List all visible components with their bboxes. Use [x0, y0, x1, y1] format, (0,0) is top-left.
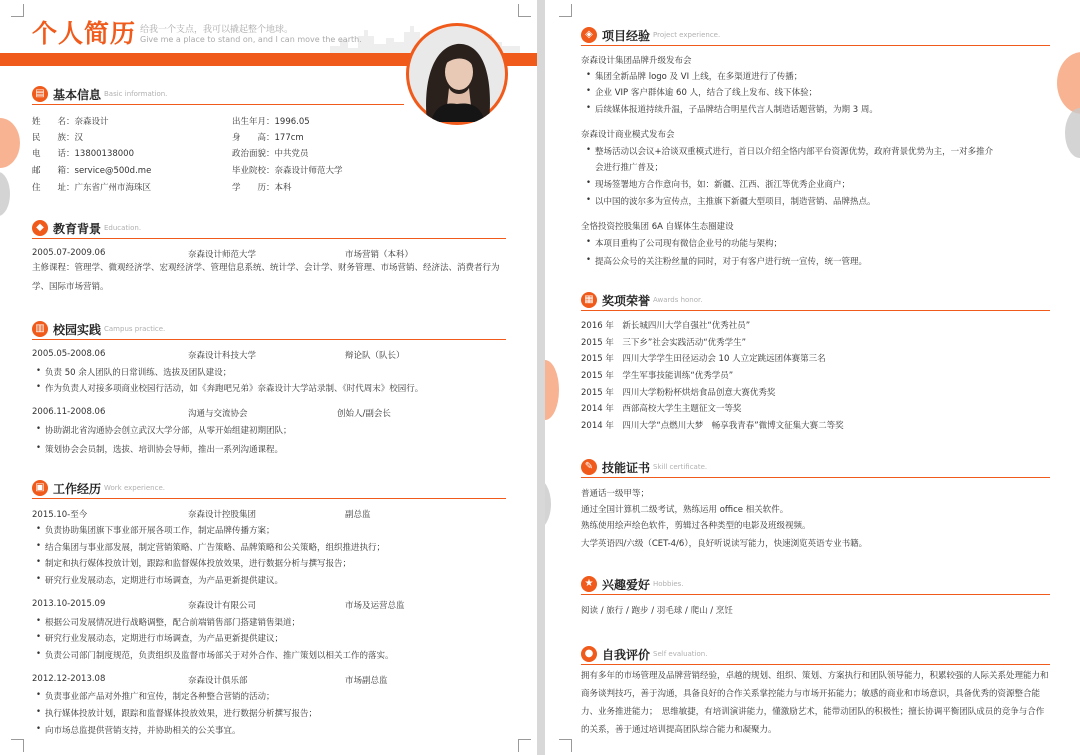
profile-photo — [406, 23, 508, 125]
hobbies-text: 阅读 / 旅行 / 跑步 / 羽毛球 / 爬山 / 烹饪 — [581, 606, 733, 616]
star-icon: ★ — [581, 576, 597, 592]
award-item: 2015 年 学生军事技能训练“优秀学员” — [581, 371, 734, 381]
project-name: 奈森设计商业模式发布会 — [581, 130, 675, 140]
list-item-continuation: 会进行推广普及； — [595, 163, 664, 173]
work-company: 奈森设计控股集团 — [188, 510, 257, 520]
decorative-circle — [0, 172, 10, 216]
award-item: 2014 年 西部高校大学生主题征文一等奖 — [581, 404, 742, 414]
list-item: • 负责 50 余人团队的日常训练、选拔及团队建设； — [45, 366, 231, 378]
decorative-circle — [545, 478, 551, 530]
section-title: 工作经历 — [53, 482, 102, 496]
section-subtitle: Skill certificate. — [653, 463, 708, 471]
list-item: • 执行媒体投放计划，跟踪和监督媒体投放效果，进行数据分析撰写报告； — [45, 707, 317, 719]
section-title: 技能证书 — [602, 461, 651, 475]
field-birth: 出生年月：1996.05 — [232, 117, 310, 127]
work-date: 2013.10-2015.09 — [32, 599, 106, 609]
id-card-icon: ▤ — [32, 86, 48, 102]
work-role: 副总监 — [345, 510, 371, 520]
list-item: • 根据公司发展情况进行战略调整，配合前端销售部门搭建销售渠道； — [45, 616, 300, 628]
list-item: • 作为负责人对接多项商业校园行活动，如《奔跑吧兄弟》奈森设计大学站录制、《时代周末》校园行。 — [45, 382, 423, 394]
section-divider — [32, 339, 506, 340]
list-item: • 研究行业发展动态，定期进行市场调查，为产品更新提供建议； — [45, 632, 283, 644]
work-company: 奈森设计俱乐部 — [188, 676, 248, 686]
decorative-circle — [545, 360, 559, 420]
list-item: • 研究行业发展动态，定期进行市场调查，为产品更新提供建议。 — [45, 574, 283, 586]
work-role: 市场副总监 — [345, 676, 388, 686]
field-school: 毕业院校：奈森设计师范大学 — [232, 166, 343, 176]
section-subtitle: Work experience. — [104, 484, 165, 492]
section-subtitle: Project experience. — [653, 31, 721, 39]
section-title: 校园实践 — [53, 323, 102, 337]
list-item: • 本项目重构了公司现有微信企业号的功能与架构； — [595, 237, 782, 249]
decorative-circle — [1065, 108, 1080, 158]
field-address: 住 址：广东省广州市海珠区 — [32, 183, 152, 193]
crop-mark — [11, 4, 24, 17]
list-item: • 企业 VIP 客户群体逾 60 人，结合了线上发布、线下体验； — [595, 86, 817, 98]
section-subtitle: Hobbies. — [653, 580, 684, 588]
field-phone: 电 话：13800138000 — [32, 149, 135, 159]
motto-chinese: 给我一个支点，我可以撬起整个地球。 — [140, 25, 294, 35]
project-name: 奈森设计集团品牌升级发布会 — [581, 56, 692, 66]
list-item: • 整场活动以会议+洽谈双重模式进行，首日以介绍全恪内部平台资源优势，政府背景优势为主，一对多推介 — [595, 145, 993, 157]
crop-mark — [518, 4, 531, 17]
field-email: 邮 箱：service@500d.me — [32, 166, 152, 176]
campus-org: 沟通与交流协会 — [188, 409, 248, 419]
section-project-experience — [581, 26, 1050, 46]
section-divider — [581, 45, 1050, 46]
list-item: • 向市场总监提供营销支持，并协助相关的公关事宜。 — [45, 724, 241, 736]
list-item: • 后续媒体报道持续升温，子品牌结合明星代言人制造话题营销，为期 3 周。 — [595, 103, 878, 115]
list-item: • 以中国的波尔多为宣传点，主推旗下新疆大型项目，制造营销、品牌热点。 — [595, 195, 876, 207]
self-evaluation-text: 拥有多年的市场管理及品牌营销经验，卓越的规划、组织、策划、方案执行和团队领导能力，积累较强的人际关系处理能力和商务谈判技巧，善于沟通，具备良好的合作关系掌控能力与市场开拓能力；敏感的商业和市场意识，具备优秀的资源整合能力、业务推进能力； 思维敏捷，有培训演讲能力，懂激励艺术，能带动团队的积极性；擅长协调平衡团队成员的竞争与合作的关系，善于通过培训提高团队综合能力和凝聚力。 — [581, 671, 1049, 735]
section-work-experience — [32, 479, 506, 499]
education-courses: 主修课程：管理学、微观经济学、宏观经济学、管理信息系统、统计学、会计学、财务管理、市场营销、经济法、消费者行为学、国际市场营销。 — [32, 263, 500, 292]
award-item: 2016 年 新长城四川大学自强社“优秀社员” — [581, 321, 751, 331]
section-divider — [581, 594, 1050, 595]
building-icon: ▥ — [32, 321, 48, 337]
section-divider — [581, 310, 1050, 311]
section-skill-certificate — [581, 458, 1050, 478]
list-item: • 制定和执行媒体投放计划，跟踪和监督媒体投放效果，进行数据分析与撰写报告； — [45, 557, 351, 569]
section-subtitle: Awards honor. — [653, 296, 703, 304]
work-company: 奈森设计有限公司 — [188, 601, 257, 611]
motto-english: Give me a place to stand on, and I can move the earth. — [140, 35, 362, 44]
decorative-circle — [1057, 52, 1080, 114]
section-title: 基本信息 — [53, 88, 102, 102]
section-title: 奖项荣誉 — [602, 294, 651, 308]
section-title: 兴趣爱好 — [602, 578, 651, 592]
award-item: 2015 年 四川大学学生田径运动会 10 人立定跳远团体赛第三名 — [581, 354, 826, 364]
crop-mark — [518, 739, 531, 752]
list-item: • 负责协助集团旗下事业部开展各项工作，制定品牌传播方案； — [45, 524, 275, 536]
section-divider — [32, 104, 404, 105]
section-title: 自我评价 — [602, 648, 651, 662]
section-divider — [581, 664, 1050, 665]
section-education — [32, 219, 506, 239]
section-divider — [32, 238, 506, 239]
work-date: 2015.10-至今 — [32, 510, 88, 520]
project-name: 全恪投资控股集团 6A 自媒体生态圈建设 — [581, 222, 734, 232]
skill-line: 通过全国计算机二级考试，熟练运用 office 相关软件。 — [581, 505, 789, 515]
award-item: 2015 年 四川大学粉粉杯烘焙食品创意大赛优秀奖 — [581, 388, 776, 398]
list-item: • 结合集团与事业部发展，制定营销策略、广告策略、品牌策略和公关策略，组织推进执行； — [45, 541, 385, 553]
crop-mark — [11, 739, 24, 752]
list-item: • 负责公司部门制度规范，负责组织及监督市场部关于对外合作、推广策划以相关工作的落实。 — [45, 649, 394, 661]
campus-date: 2005.05-2008.06 — [32, 349, 106, 359]
field-political: 政治面貌：中共党员 — [232, 149, 309, 159]
field-height: 身 高：177cm — [232, 133, 304, 143]
field-ethnicity: 民 族：汉 — [32, 133, 84, 143]
edit-icon: ✎ — [581, 459, 597, 475]
crop-mark — [559, 4, 572, 17]
graduation-cap-icon: ◆ — [32, 220, 48, 236]
section-subtitle: Education. — [104, 224, 142, 232]
resume-title: 个人简历 — [32, 19, 137, 48]
resume-page-right — [545, 0, 1080, 755]
list-item: • 现场签署地方合作意向书，如：新疆、江西、浙江等优秀企业商户； — [595, 178, 850, 190]
certificate-icon: ▦ — [581, 292, 597, 308]
field-name: 姓 名：奈森设计 — [32, 117, 109, 127]
section-title: 教育背景 — [53, 222, 102, 236]
award-item: 2015 年 三下乡”社会实践活动“优秀学生” — [581, 338, 747, 348]
layers-icon: ◈ — [581, 27, 597, 43]
education-school: 奈森设计师范大学 — [188, 250, 257, 260]
section-divider — [581, 477, 1050, 478]
section-title: 项目经验 — [602, 29, 651, 43]
list-item: • 协助湖北省沟通协会创立武汉大学分部，从零开始组建初期团队； — [45, 424, 292, 436]
list-item: • 策划协会会员制，选拔、培训协会导师，推出一系列沟通课程。 — [45, 443, 283, 455]
field-degree: 学 历：本科 — [232, 183, 292, 193]
section-hobbies — [581, 575, 1050, 595]
section-awards — [581, 291, 1050, 311]
user-icon: ● — [581, 646, 597, 662]
section-campus-practice — [32, 320, 506, 340]
campus-role: 辩论队（队长） — [345, 351, 405, 361]
resume-page-left — [0, 0, 537, 755]
section-basic-info — [32, 85, 506, 105]
award-item: 2014 年 四川大学“点燃川大梦 畅享我青春”微博文征集大赛二等奖 — [581, 421, 844, 431]
section-divider — [32, 498, 506, 499]
list-item: • 集团全新品牌 logo 及 VI 上线，在多渠道进行了传播； — [595, 70, 802, 82]
crop-mark — [559, 739, 572, 752]
section-subtitle: Self evaluation. — [653, 650, 708, 658]
list-item: • 负责事业部产品对外推广和宣传，制定各种整合营销的活动； — [45, 690, 275, 702]
briefcase-icon: ▣ — [32, 480, 48, 496]
campus-org: 奈森设计科技大学 — [188, 351, 257, 361]
education-date: 2005.07-2009.06 — [32, 248, 106, 258]
campus-role: 创始人/副会长 — [337, 409, 391, 419]
education-major: 市场营销（本科） — [345, 250, 414, 260]
section-subtitle: Basic information. — [104, 90, 168, 98]
skill-line: 普通话一级甲等； — [581, 489, 650, 499]
skill-line: 大学英语四/六级（CET-4/6），良好听说读写能力，快速浏览英语专业书籍。 — [581, 539, 868, 549]
skill-line: 熟练使用绘声绘色软件，剪辑过各种类型的电影及班级视频。 — [581, 521, 811, 531]
decorative-circle — [0, 118, 20, 168]
work-date: 2012.12-2013.08 — [32, 674, 106, 684]
list-item: • 提高公众号的关注粉丝量的同时，对于有客户进行统一宣传，统一管理。 — [595, 255, 867, 267]
section-self-evaluation — [581, 645, 1050, 665]
campus-date: 2006.11-2008.06 — [32, 407, 106, 417]
section-subtitle: Campus practice. — [104, 325, 166, 333]
work-role: 市场及运营总监 — [345, 601, 405, 611]
